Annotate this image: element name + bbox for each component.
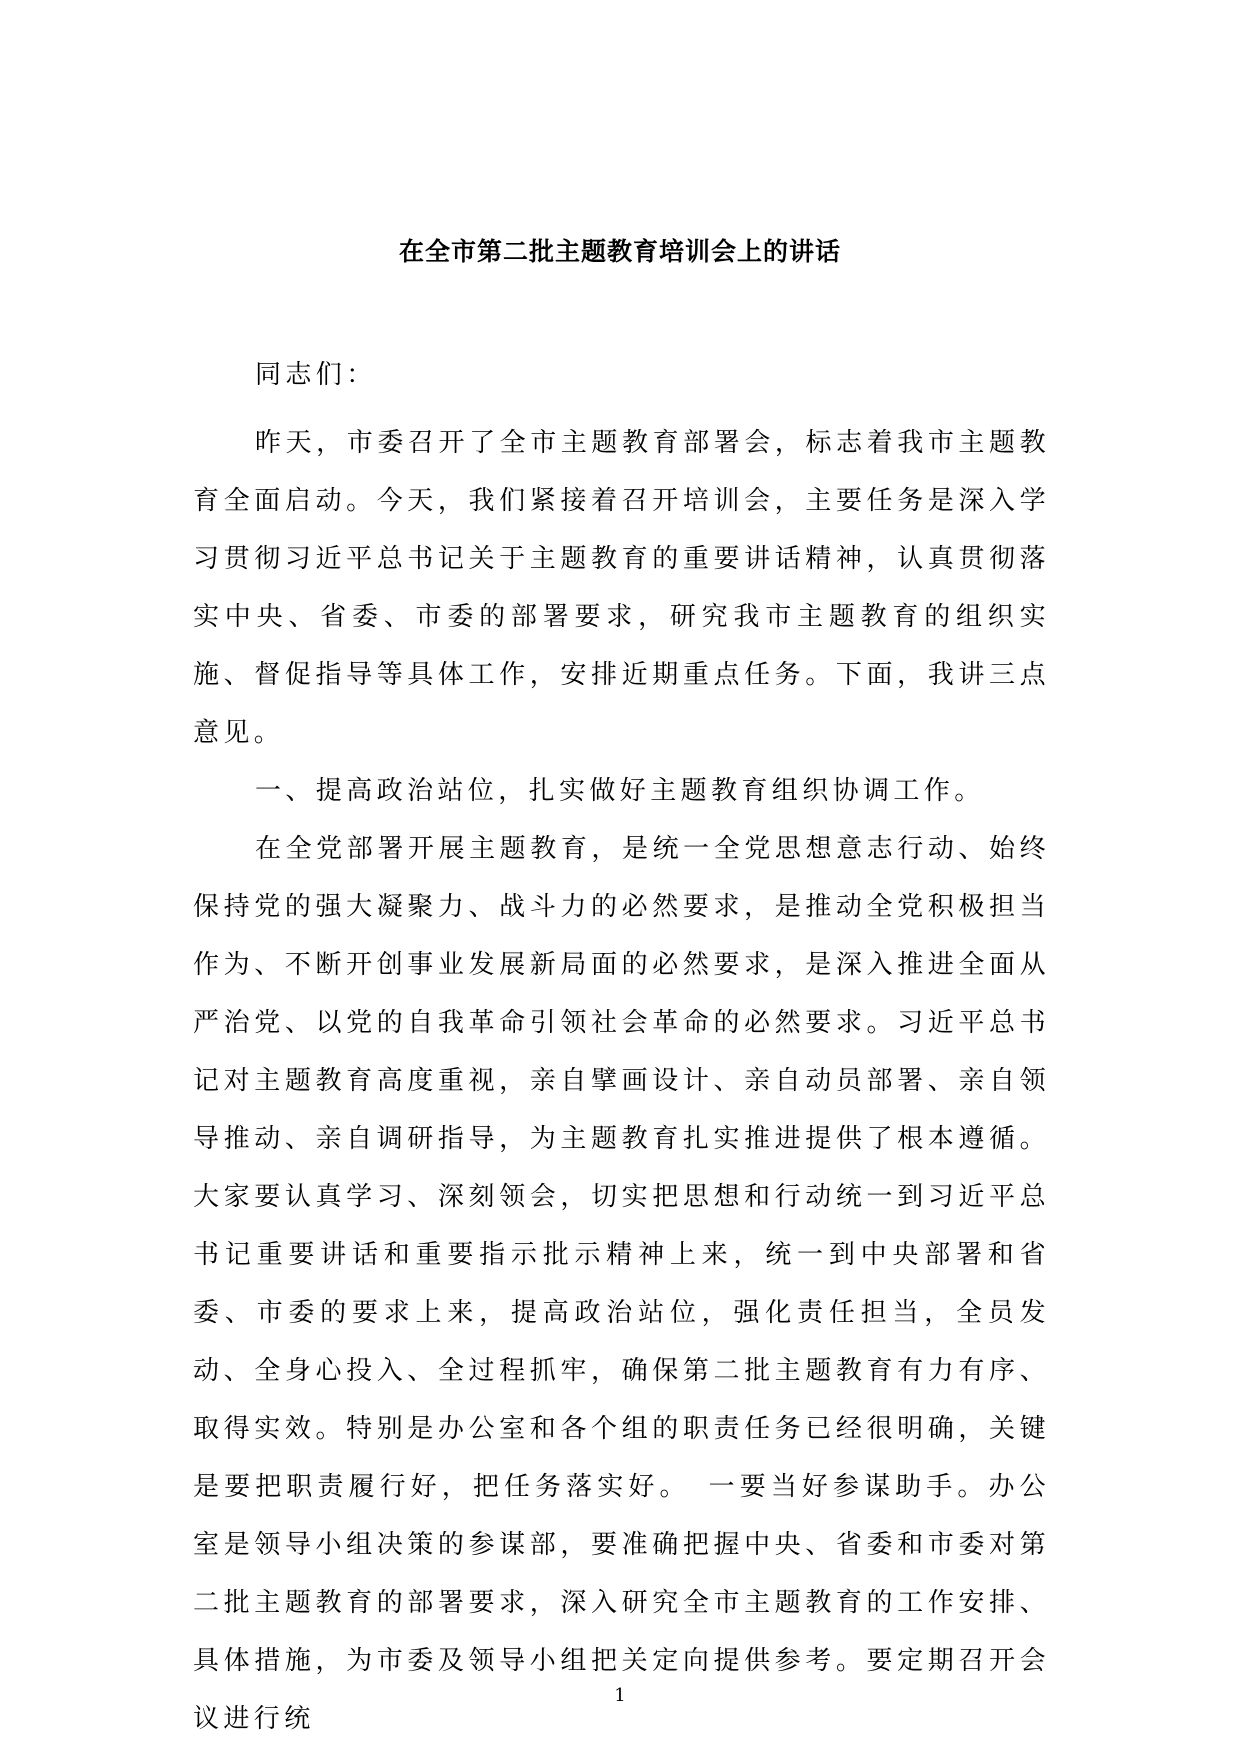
page-number: 1: [614, 1685, 626, 1706]
salutation: 同志们：: [255, 360, 377, 390]
section-heading-1: 一、提高政治站位，扎实做好主题教育组织协调工作。: [255, 776, 985, 806]
paragraph-intro: 昨天，市委召开了全市主题教育部署会，标志着我市主题教育全面启动。今天，我们紧接着召开培训会，主要任务是深入学习贯彻习近平总书记关于主题教育的重要讲话精神，认真贯彻落实中央、省委、市委的部署要求，研究我市主题教育的组织实施、督促指导等具体工作，安排近期重点任务。下面，我讲三点意见。: [193, 428, 1050, 748]
paragraph-section-1: 在全党部署开展主题教育，是统一全党思想意志行动、始终保持党的强大凝聚力、战斗力的必然要求，是推动全党积极担当作为、不断开创事业发展新局面的必然要求，是深入推进全面从严治党、以党的自我革命引领社会革命的必然要求。习近平总书记对主题教育高度重视，亲自擘画设计、亲自动员部署、亲自领导推动、亲自调研指导，为主题教育扎实推进提供了根本遵循。大家要认真学习、深刻领会，切实把思想和行动统一到习近平总书记重要讲话和重要指示批示精神上来，统一到中央部署和省委、市委的要求上来，提高政治站位，强化责任担当，全员发动、全身心投入、全过程抓牢，确保第二批主题教育有力有序、取得实效。特别是办公室和各个组的职责任务已经很明确，关键是要把职责履行好，把任务落实好。 一要当好参谋助手。办公室是领导小组决策的参谋部，要准确把握中央、省委和市委对第二批主题教育的部署要求，深入研究全市主题教育的工作安排、具体措施，为市委及领导小组把关定向提供参考。要定期召开会议进行统: [193, 834, 1050, 1734]
document-body: [193, 346, 1050, 1748]
document-title: 在全市第二批主题教育培训会上的讲话: [398, 237, 841, 266]
